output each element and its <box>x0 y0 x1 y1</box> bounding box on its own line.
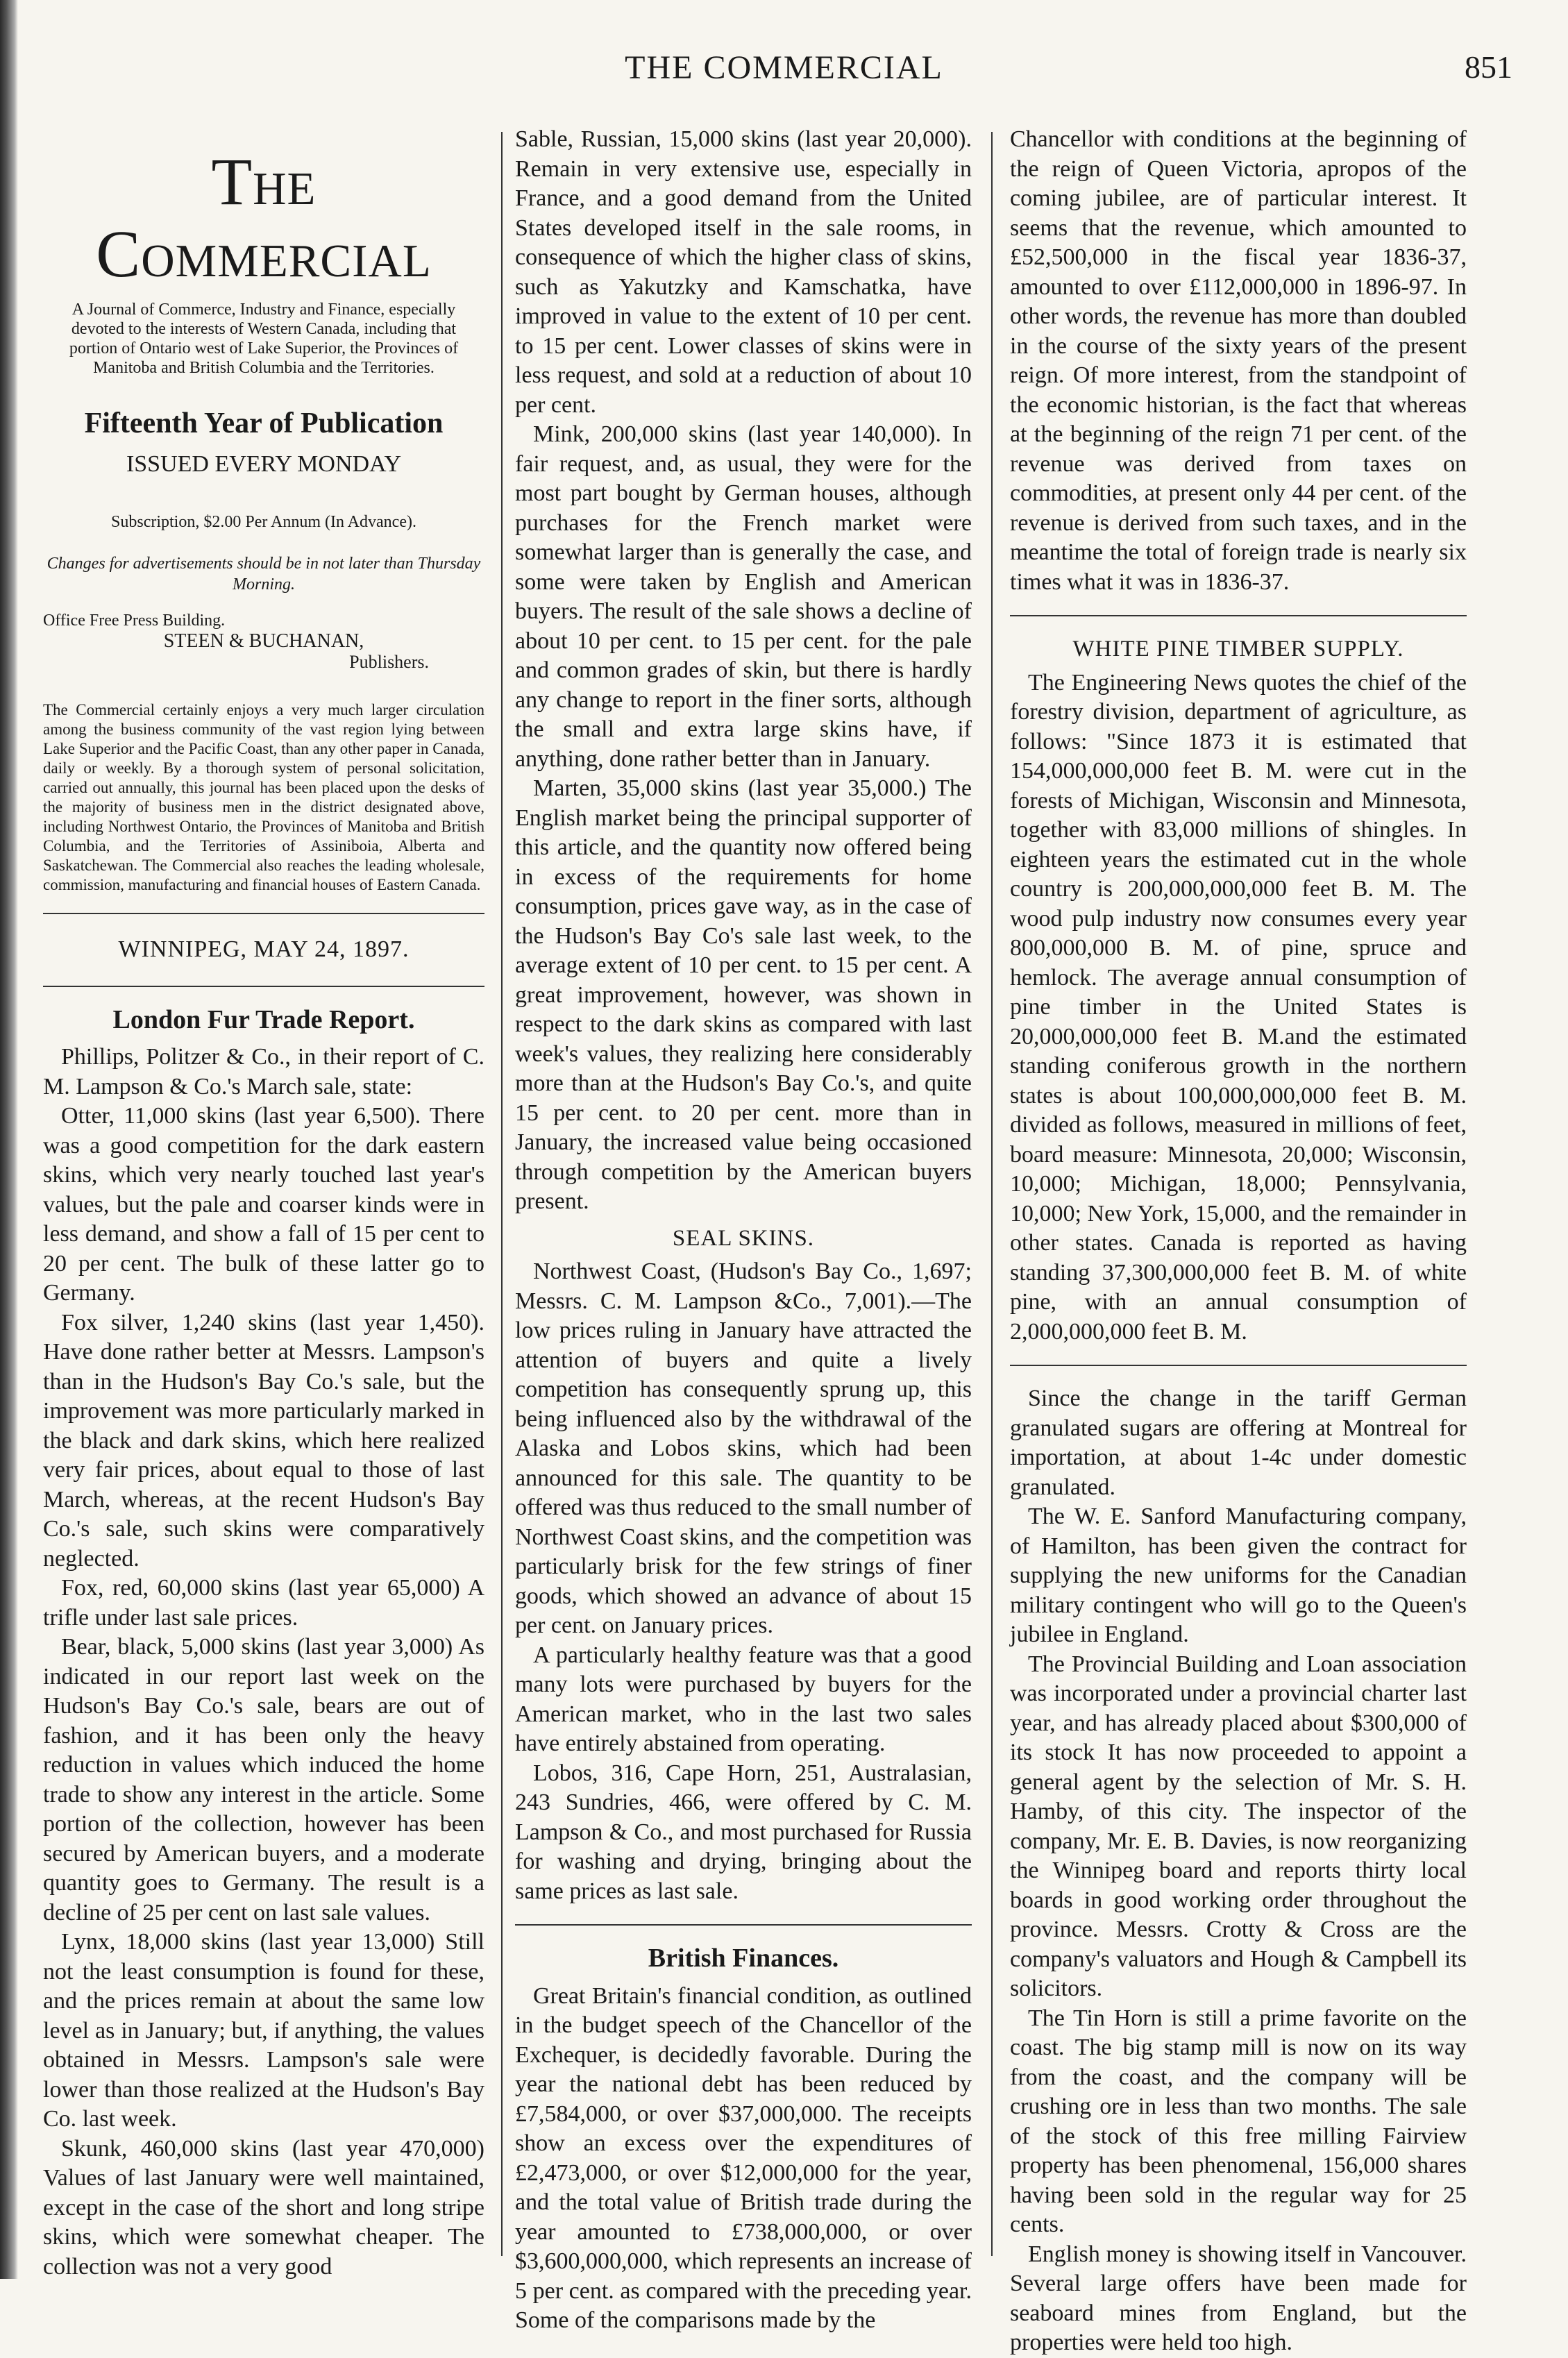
column-rule <box>991 132 993 2256</box>
timber-paragraph: The Engineering News quotes the chief of the forestry division, department of agriculture, as follows: "Since 1873 it is estimated that 154,000,000,000 feet B. M. were cut in the forests of Michigan, Wisconsin and Minnesota, together with 83,000 millions of shingles. In eighteen years the estimated cut in the whole country is 200,000,000,000 feet B. M. The wood pulp industry now consumes every year 800,000,000 B. M. of pine, spruce and hemlock. The average annual consumption of pine timber in the United States is 20,000,000,000 feet B. M.and the estimated standing coniferous growth in the northern states is about 100,000,000,000 feet B. M. divided as follows, measured in millions of feet, board measure: Minnesota, 20,000; Wisconsin, 10,000; Michigan, 18,000; Pennsylvania, 10,000; New York, 15,000, and the remainder in other states. Canada is reported as having standing 37,300,000,000 feet B. M. of white pine, with an annual consumption of 2,000,000,000 feet B. M. <box>1010 669 1467 1345</box>
publisher-names: STEEN & BUCHANAN, <box>163 630 364 652</box>
fur-marten: Marten, 35,000 skins (last year 35,000.) The English market being the principal supporter of this article, and the quantity now offered being in excess of the requirements for home consumption, prices gave way, as in the case of the Hudson's Bay Co's sale last week, to the average extent of 10 per cent. to 15 per cent. A great improvement, however, was shown in respect to the dark skins as compared with last week's values, they realizing here considerably more than at the Hudson's Bay Co.'s, and quite 15 per cent. to 20 per cent. more than in January, the increased value being occasioned through competition by the American buyers present. <box>515 775 972 1214</box>
horizontal-rule <box>43 913 484 914</box>
publication-year: Fifteenth Year of Publication <box>84 407 444 439</box>
horizontal-rule <box>1010 1365 1467 1366</box>
horizontal-rule <box>515 1924 972 1926</box>
fur-lynx: Lynx, 18,000 skins (last year 13,000) Still not the least consumption is found for these, and the prices remain at about the same low level as in January; but, if anything, the values obtained in Messrs. Lampson's sale were lower than those realized at the Hudson's Bay Co. last week. <box>43 1929 484 2132</box>
scanned-page-edge <box>0 0 18 2279</box>
article-heading-british-finances: British Finances. <box>648 1944 839 1973</box>
office-block <box>43 610 484 673</box>
running-title: THE COMMERCIAL <box>625 49 943 86</box>
publishers-label: Publishers. <box>349 652 429 672</box>
subscription-line: Subscription, $2.00 Per Annum (In Advance). <box>111 512 416 531</box>
finances-paragraph-2: Chancellor with conditions at the beginning of the reign of Queen Victoria, apropos of the coming jubilee, are of particular interest. It seems that the revenue, which amounted to £52,500,000 in the fiscal year 1836-37, amounted to over £112,000,000 in 1896-97. In other words, the revenue has more than doubled in the course of the sixty years of the present reign. Of more interest, from the standpoint of the economic historian, is the fact that whereas at the beginning of the reign 71 per cent. of the revenue was derived from taxes on commodities, at present only 44 per cent. of the revenue is derived from such taxes, and in the meantime the total of foreign trade is nearly six times what it was in 1836-37. <box>1010 126 1467 595</box>
column-2 <box>515 125 972 2336</box>
page-header <box>42 49 1526 111</box>
advertisement-deadline: Changes for advertisements should be in not later than Thursday Morning. <box>47 555 481 593</box>
brief-sugar: Since the change in the tariff German granulated sugars are offering at Montreal for importation, at about 1-4c under domestic granulated. <box>1010 1386 1467 1500</box>
fur-sable: Sable, Russian, 15,000 skins (last year 20,000). Remain in very extensive use, especially in France, and a good demand from the United States developed itself in the sale rooms, in consequence of which the higher class of skins, such as Yakutzky and Kamschatka, have improved in value to the extent of 10 per cent. to 15 per cent. Lower classes of skins were in less request, and sold at a reduction of about 10 per cent. <box>515 126 972 418</box>
column-1 <box>43 125 484 2282</box>
section-heading-seal-skins: SEAL SKINS. <box>672 1225 815 1251</box>
seal-lobos: Lobos, 316, Cape Horn, 251, Australasian, 243 Sundries, 466, were offered by C. M. Lampson & Co., and most purchased for Russia for washing and drying, bringing about the same prices as last sale. <box>515 1760 972 1904</box>
masthead-description: A Journal of Commerce, Industry and Finance, especially devoted to the interests of Western Canada, including that portion of Ontario west of Lake Superior, the Provinces of Manitoba and British Columbia and the Territories. <box>69 301 459 377</box>
article-heading-fur-trade: London Fur Trade Report. <box>112 1004 415 1034</box>
column-rule <box>501 132 503 2256</box>
fur-mink: Mink, 200,000 skins (last year 140,000). In fair request, and, as usual, they were for the most part bought by German houses, although purchases for the French market were somewhat larger than is generally the case, and some were taken by English and American buyers. The result of the sale shows a decline of about 10 per cent. to 15 per cent. for the pale and common grades of skin, but there is hardly any change to report in the finer sorts, although the small and extra large skins have, if anything, done rather better than in January. <box>515 421 972 772</box>
dateline: WINNIPEG, MAY 24, 1897. <box>118 936 410 962</box>
horizontal-rule <box>1010 615 1467 616</box>
fur-fox-silver: Fox silver, 1,240 skins (last year 1,450). Have done rather better at Messrs. Lampson's than in the Hudson's Bay Co.'s sale, but the improvement was more particularly marked in the black and dark skins, which here realized very fair prices, about equal to those of last March, whereas, at the recent Hudson's Bay Co.'s sale, such skins were comparatively neglected. <box>43 1309 484 1572</box>
masthead-title: The Commercial <box>96 144 432 291</box>
seal-northwest: Northwest Coast, (Hudson's Bay Co., 1,697; Messrs. C. M. Lampson &Co., 7,001).—The low prices ruling in January have attracted the attention of buyers and quite a lively competition has consequently sprung up, this being influenced also by the withdrawal of the Alaska and Lobos skins, which had been announced for this sale. The quantity to be offered was thus reduced to the small number of Northwest Coast skins, and the competition was particularly brisk for the few strings of finer goods, which showed an advance of about 15 per cent. on January prices. <box>515 1258 972 1638</box>
circulation-notice: The Commercial certainly enjoys a very much larger circulation among the business community of the vast region lying between Lake Superior and the Pacific Coast, than any other paper in Canada, daily or weekly. By a thorough system of personal solicitation, carried out annually, this journal has been placed upon the desks of the majority of business men in the district designated above, including Northwest Ontario, the Provinces of Manitoba and British Columbia, and the Territories of Assiniboia, Alberta and Saskatchewan. The Commercial also reaches the leading wholesale, commission, manufacturing and financial houses of Eastern Canada. <box>43 701 484 893</box>
column-3 <box>1010 125 1467 2358</box>
brief-tin-horn: The Tin Horn is still a prime favorite on the coast. The big stamp mill is now on its way from the coast, and the company will be crushing ore in less than two months. The sale of the stock of this free milling Fairview property has been phenomenal, 156,000 shares having been sold in the regular way for 25 cents. <box>1010 2005 1467 2237</box>
finances-paragraph-1: Great Britain's financial condition, as outlined in the budget speech of the Chancellor of the Exchequer, is decidedly favorable. During the year the national debt has been reduced by £7,584,000, or over $37,000,000. The receipts show an excess over the expenditures of £2,473,000, or over $12,000,000 for the year, and the total value of British trade during the year amounted to £738,000,000, or over $3,600,000,000, which represents an increase of 5 per cent. as compared with the preceding year. Some of the comparisons made by the <box>515 1982 972 2333</box>
fur-skunk: Skunk, 460,000 skins (last year 470,000) Values of last January were well maintained, except in the case of the short and long stripe skins, which were somewhat cheaper. The collection was not a very good <box>43 2135 484 2280</box>
seal-american-buyers: A particularly healthy feature was that a good many lots were purchased by buyers for the American market, who in the last two sales have entirely abstained from operating. <box>515 1642 972 1756</box>
horizontal-rule <box>43 986 484 987</box>
brief-building-loan: The Provincial Building and Loan association was incorporated under a provincial charter last year, and has already placed about $300,000 of its stock It has now proceeded to appoint a general agent by the selection of Mr. S. H. Hamby, of this city. The inspector of the company, Mr. E. B. Davies, is now reorganizing the Winnipeg board and reports thirty local boards in good working order throughout the province. Messrs. Crotty & Cross are the company's valuators and Hough & Campbell its solicitors. <box>1010 1651 1467 2001</box>
issued-line: ISSUED EVERY MONDAY <box>126 451 402 477</box>
fur-bear: Bear, black, 5,000 skins (last year 3,000) As indicated in our report last week on the Hudson's Bay Co.'s sale, bears are out of fashion, and it has been only the heavy reduction in values which induced the home trade to show any interest in the article. Some portion of the collection, however has been secured by American buyers, and a moderate quantity goes to Germany. The result is a decline of 25 per cent on last sale values. <box>43 1634 484 1926</box>
article-heading-white-pine: WHITE PINE TIMBER SUPPLY. <box>1072 637 1404 662</box>
fur-intro: Phillips, Politzer & Co., in their report of C. M. Lampson & Co.'s March sale, state: <box>43 1044 484 1100</box>
office-address: Office Free Press Building. <box>43 612 226 630</box>
page-number: 851 <box>1465 49 1512 85</box>
brief-sanford: The W. E. Sanford Manufacturing company, of Hamilton, has been given the contract for supplying the new uniforms for the Canadian military contingent who will go to the Queen's jubilee in England. <box>1010 1504 1467 1647</box>
brief-english-money: English money is showing itself in Vancouver. Several large offers have been made for seaboard mines from England, but the properties were held too high. <box>1010 2241 1467 2355</box>
fur-fox-red: Fox, red, 60,000 skins (last year 65,000) A trifle under last sale prices. <box>43 1575 484 1631</box>
fur-otter: Otter, 11,000 skins (last year 6,500). There was a good competition for the dark eastern skins, which very nearly touched last year's values, but the pale and coarser kinds were in less demand, and show a fall of 15 per cent to 20 per cent. The bulk of these latter go to Germany. <box>43 1103 484 1306</box>
